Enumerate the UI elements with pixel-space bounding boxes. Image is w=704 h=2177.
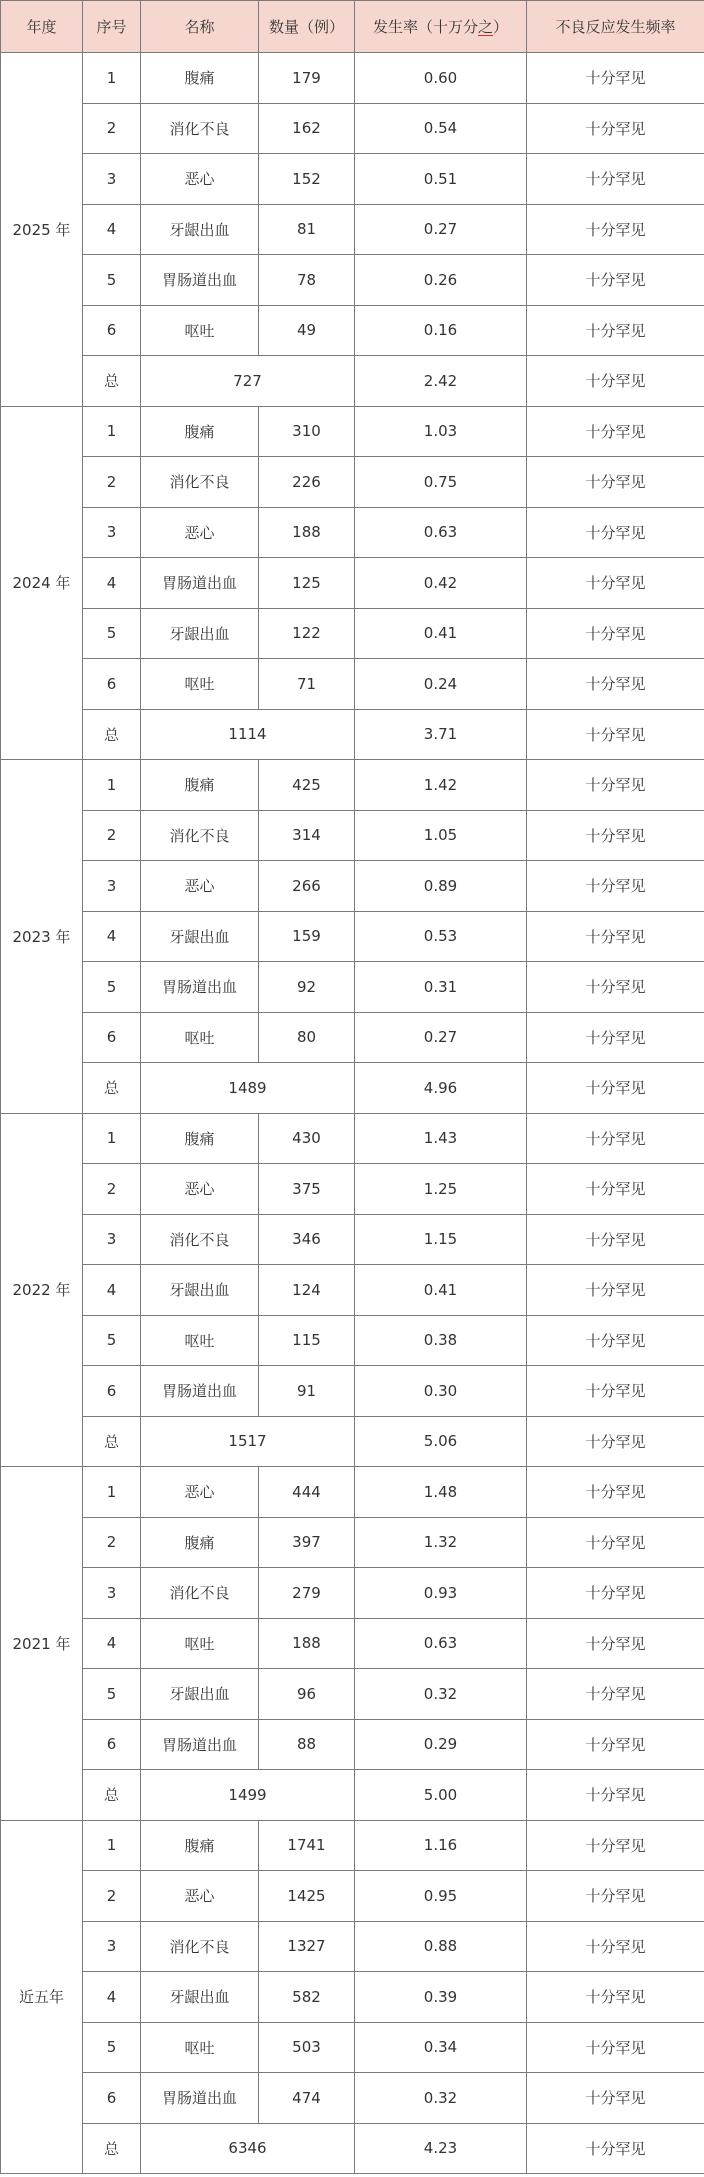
incidence-rate: 0.24 bbox=[355, 659, 527, 710]
table-row bbox=[1, 457, 704, 508]
case-count: 71 bbox=[259, 659, 355, 710]
case-count: 1425 bbox=[259, 1871, 355, 1922]
frequency-label: 十分罕见 bbox=[527, 1265, 704, 1316]
row-index: 1 bbox=[83, 1467, 141, 1518]
frequency-label: 十分罕见 bbox=[527, 1517, 704, 1568]
total-count: 727 bbox=[141, 356, 355, 407]
header-name: 名称 bbox=[141, 1, 259, 53]
incidence-rate: 0.26 bbox=[355, 255, 527, 306]
table-row bbox=[1, 810, 704, 861]
reaction-name: 胃肠道出血 bbox=[141, 2073, 259, 2124]
reaction-name: 牙龈出血 bbox=[141, 1972, 259, 2023]
table-row bbox=[1, 1669, 704, 1720]
header-count: 数量（例） bbox=[259, 1, 355, 53]
frequency-label: 十分罕见 bbox=[527, 1820, 704, 1871]
reaction-name: 恶心 bbox=[141, 1164, 259, 1215]
frequency-label: 十分罕见 bbox=[527, 810, 704, 861]
reaction-name: 呕吐 bbox=[141, 2022, 259, 2073]
incidence-rate: 0.42 bbox=[355, 558, 527, 609]
incidence-rate: 0.51 bbox=[355, 154, 527, 205]
table-row bbox=[1, 1972, 704, 2023]
frequency-label: 十分罕见 bbox=[527, 558, 704, 609]
row-index: 4 bbox=[83, 558, 141, 609]
year-cell: 2023 年 bbox=[1, 760, 83, 1114]
frequency-label: 十分罕见 bbox=[527, 1366, 704, 1417]
header-row bbox=[1, 1, 704, 53]
frequency-label: 十分罕见 bbox=[527, 1467, 704, 1518]
table-body bbox=[1, 53, 704, 2174]
incidence-rate: 0.27 bbox=[355, 204, 527, 255]
incidence-rate: 0.29 bbox=[355, 1719, 527, 1770]
row-index: 4 bbox=[83, 911, 141, 962]
row-index: 5 bbox=[83, 2022, 141, 2073]
frequency-label: 十分罕见 bbox=[527, 659, 704, 710]
total-label: 总 bbox=[83, 1770, 141, 1821]
incidence-rate: 0.41 bbox=[355, 608, 527, 659]
table-row bbox=[1, 2073, 704, 2124]
case-count: 444 bbox=[259, 1467, 355, 1518]
table-row bbox=[1, 1164, 704, 1215]
total-rate: 5.00 bbox=[355, 1770, 527, 1821]
reaction-name: 消化不良 bbox=[141, 1568, 259, 1619]
frequency-label: 十分罕见 bbox=[527, 1618, 704, 1669]
table-row bbox=[1, 1517, 704, 1568]
frequency-label: 十分罕见 bbox=[527, 507, 704, 558]
reaction-name: 消化不良 bbox=[141, 457, 259, 508]
row-index: 4 bbox=[83, 1972, 141, 2023]
incidence-rate: 0.54 bbox=[355, 103, 527, 154]
incidence-rate: 0.30 bbox=[355, 1366, 527, 1417]
table-row bbox=[1, 255, 704, 306]
total-label: 总 bbox=[83, 1416, 141, 1467]
case-count: 279 bbox=[259, 1568, 355, 1619]
row-index: 2 bbox=[83, 103, 141, 154]
frequency-label: 十分罕见 bbox=[527, 154, 704, 205]
incidence-rate: 0.38 bbox=[355, 1315, 527, 1366]
incidence-rate: 0.63 bbox=[355, 507, 527, 558]
table-row bbox=[1, 305, 704, 356]
row-index: 6 bbox=[83, 1366, 141, 1417]
case-count: 503 bbox=[259, 2022, 355, 2073]
row-index: 4 bbox=[83, 204, 141, 255]
table-row bbox=[1, 1366, 704, 1417]
reaction-name: 恶心 bbox=[141, 507, 259, 558]
row-index: 2 bbox=[83, 1164, 141, 1215]
incidence-rate: 0.95 bbox=[355, 1871, 527, 1922]
case-count: 314 bbox=[259, 810, 355, 861]
case-count: 474 bbox=[259, 2073, 355, 2124]
case-count: 122 bbox=[259, 608, 355, 659]
table-row bbox=[1, 154, 704, 205]
year-cell: 2024 年 bbox=[1, 406, 83, 760]
incidence-rate: 0.93 bbox=[355, 1568, 527, 1619]
table-row bbox=[1, 1871, 704, 1922]
incidence-rate: 0.39 bbox=[355, 1972, 527, 2023]
reaction-name: 消化不良 bbox=[141, 1921, 259, 1972]
row-index: 1 bbox=[83, 406, 141, 457]
table-row bbox=[1, 1467, 704, 1518]
reaction-name: 呕吐 bbox=[141, 1315, 259, 1366]
table-row bbox=[1, 204, 704, 255]
row-index: 2 bbox=[83, 1871, 141, 1922]
total-rate: 3.71 bbox=[355, 709, 527, 760]
frequency-label: 十分罕见 bbox=[527, 1568, 704, 1619]
year-cell: 近五年 bbox=[1, 1820, 83, 2174]
row-index: 3 bbox=[83, 1568, 141, 1619]
row-index: 5 bbox=[83, 608, 141, 659]
total-rate: 4.96 bbox=[355, 1063, 527, 1114]
table-row bbox=[1, 1719, 704, 1770]
case-count: 1327 bbox=[259, 1921, 355, 1972]
frequency-label: 十分罕见 bbox=[527, 911, 704, 962]
frequency-label: 十分罕见 bbox=[527, 1921, 704, 1972]
case-count: 124 bbox=[259, 1265, 355, 1316]
total-frequency: 十分罕见 bbox=[527, 1770, 704, 1821]
incidence-rate: 1.16 bbox=[355, 1820, 527, 1871]
reaction-name: 消化不良 bbox=[141, 810, 259, 861]
header-rate-suffix: ） bbox=[493, 18, 509, 36]
case-count: 346 bbox=[259, 1214, 355, 1265]
frequency-label: 十分罕见 bbox=[527, 204, 704, 255]
case-count: 310 bbox=[259, 406, 355, 457]
incidence-rate: 0.53 bbox=[355, 911, 527, 962]
frequency-label: 十分罕见 bbox=[527, 760, 704, 811]
incidence-rate: 0.88 bbox=[355, 1921, 527, 1972]
table-row bbox=[1, 760, 704, 811]
table-row bbox=[1, 1012, 704, 1063]
reaction-name: 腹痛 bbox=[141, 1820, 259, 1871]
total-label: 总 bbox=[83, 709, 141, 760]
header-frequency: 不良反应发生频率 bbox=[527, 1, 704, 53]
frequency-label: 十分罕见 bbox=[527, 1315, 704, 1366]
incidence-rate: 1.48 bbox=[355, 1467, 527, 1518]
table-row bbox=[1, 53, 704, 104]
row-index: 5 bbox=[83, 255, 141, 306]
row-index: 1 bbox=[83, 53, 141, 104]
reaction-name: 腹痛 bbox=[141, 760, 259, 811]
reaction-name: 呕吐 bbox=[141, 1012, 259, 1063]
reaction-name: 牙龈出血 bbox=[141, 1669, 259, 1720]
row-index: 6 bbox=[83, 305, 141, 356]
reaction-name: 腹痛 bbox=[141, 406, 259, 457]
table-row bbox=[1, 861, 704, 912]
incidence-rate: 0.60 bbox=[355, 53, 527, 104]
incidence-rate: 0.32 bbox=[355, 1669, 527, 1720]
case-count: 88 bbox=[259, 1719, 355, 1770]
case-count: 1741 bbox=[259, 1820, 355, 1871]
year-cell: 2025 年 bbox=[1, 53, 83, 407]
total-label: 总 bbox=[83, 1063, 141, 1114]
row-index: 6 bbox=[83, 2073, 141, 2124]
total-row bbox=[1, 1770, 704, 1821]
row-index: 6 bbox=[83, 1719, 141, 1770]
total-frequency: 十分罕见 bbox=[527, 709, 704, 760]
incidence-rate: 0.34 bbox=[355, 2022, 527, 2073]
incidence-rate: 0.89 bbox=[355, 861, 527, 912]
incidence-rate: 1.05 bbox=[355, 810, 527, 861]
row-index: 2 bbox=[83, 810, 141, 861]
case-count: 266 bbox=[259, 861, 355, 912]
total-count: 1489 bbox=[141, 1063, 355, 1114]
row-index: 4 bbox=[83, 1618, 141, 1669]
incidence-rate: 0.32 bbox=[355, 2073, 527, 2124]
frequency-label: 十分罕见 bbox=[527, 2073, 704, 2124]
total-frequency: 十分罕见 bbox=[527, 356, 704, 407]
case-count: 582 bbox=[259, 1972, 355, 2023]
reaction-name: 腹痛 bbox=[141, 1113, 259, 1164]
table-row bbox=[1, 1921, 704, 1972]
row-index: 5 bbox=[83, 1315, 141, 1366]
incidence-rate: 1.15 bbox=[355, 1214, 527, 1265]
total-frequency: 十分罕见 bbox=[527, 1063, 704, 1114]
table-row bbox=[1, 103, 704, 154]
case-count: 179 bbox=[259, 53, 355, 104]
row-index: 1 bbox=[83, 1113, 141, 1164]
frequency-label: 十分罕见 bbox=[527, 1012, 704, 1063]
table-row bbox=[1, 659, 704, 710]
case-count: 96 bbox=[259, 1669, 355, 1720]
row-index: 2 bbox=[83, 457, 141, 508]
row-index: 2 bbox=[83, 1517, 141, 1568]
total-count: 1114 bbox=[141, 709, 355, 760]
total-row bbox=[1, 356, 704, 407]
header-year: 年度 bbox=[1, 1, 83, 53]
case-count: 430 bbox=[259, 1113, 355, 1164]
table-row bbox=[1, 1820, 704, 1871]
reaction-name: 呕吐 bbox=[141, 1618, 259, 1669]
row-index: 5 bbox=[83, 1669, 141, 1720]
frequency-label: 十分罕见 bbox=[527, 962, 704, 1013]
reaction-name: 消化不良 bbox=[141, 1214, 259, 1265]
table-row bbox=[1, 406, 704, 457]
table-row bbox=[1, 962, 704, 1013]
total-count: 1499 bbox=[141, 1770, 355, 1821]
header-rate-underlined: 之 bbox=[477, 18, 493, 36]
reaction-name: 消化不良 bbox=[141, 103, 259, 154]
case-count: 92 bbox=[259, 962, 355, 1013]
incidence-rate: 1.43 bbox=[355, 1113, 527, 1164]
incidence-rate: 0.27 bbox=[355, 1012, 527, 1063]
total-label: 总 bbox=[83, 2123, 141, 2174]
reaction-name: 牙龈出血 bbox=[141, 204, 259, 255]
case-count: 115 bbox=[259, 1315, 355, 1366]
case-count: 125 bbox=[259, 558, 355, 609]
header-rate-prefix: 发生率（十万分 bbox=[372, 18, 478, 36]
table-row bbox=[1, 1265, 704, 1316]
reaction-name: 腹痛 bbox=[141, 1517, 259, 1568]
case-count: 80 bbox=[259, 1012, 355, 1063]
reaction-name: 胃肠道出血 bbox=[141, 1366, 259, 1417]
row-index: 1 bbox=[83, 1820, 141, 1871]
row-index: 4 bbox=[83, 1265, 141, 1316]
row-index: 3 bbox=[83, 1214, 141, 1265]
frequency-label: 十分罕见 bbox=[527, 608, 704, 659]
case-count: 226 bbox=[259, 457, 355, 508]
incidence-rate: 1.42 bbox=[355, 760, 527, 811]
header-rate bbox=[355, 1, 527, 53]
reaction-name: 牙龈出血 bbox=[141, 911, 259, 962]
reaction-name: 胃肠道出血 bbox=[141, 558, 259, 609]
table-row bbox=[1, 2022, 704, 2073]
case-count: 152 bbox=[259, 154, 355, 205]
row-index: 1 bbox=[83, 760, 141, 811]
total-count: 6346 bbox=[141, 2123, 355, 2174]
case-count: 397 bbox=[259, 1517, 355, 1568]
incidence-rate: 0.63 bbox=[355, 1618, 527, 1669]
frequency-label: 十分罕见 bbox=[527, 1214, 704, 1265]
year-cell: 2021 年 bbox=[1, 1467, 83, 1821]
table-row bbox=[1, 1618, 704, 1669]
incidence-rate: 1.03 bbox=[355, 406, 527, 457]
frequency-label: 十分罕见 bbox=[527, 255, 704, 306]
reaction-name: 牙龈出血 bbox=[141, 608, 259, 659]
frequency-label: 十分罕见 bbox=[527, 1113, 704, 1164]
frequency-label: 十分罕见 bbox=[527, 53, 704, 104]
frequency-label: 十分罕见 bbox=[527, 1719, 704, 1770]
table-header bbox=[1, 1, 704, 53]
table-row bbox=[1, 608, 704, 659]
total-row bbox=[1, 1063, 704, 1114]
reaction-name: 恶心 bbox=[141, 861, 259, 912]
table-row bbox=[1, 507, 704, 558]
frequency-label: 十分罕见 bbox=[527, 2022, 704, 2073]
total-label: 总 bbox=[83, 356, 141, 407]
table-row bbox=[1, 1214, 704, 1265]
total-frequency: 十分罕见 bbox=[527, 2123, 704, 2174]
case-count: 375 bbox=[259, 1164, 355, 1215]
reaction-name: 呕吐 bbox=[141, 659, 259, 710]
row-index: 5 bbox=[83, 962, 141, 1013]
row-index: 3 bbox=[83, 154, 141, 205]
reaction-name: 恶心 bbox=[141, 154, 259, 205]
case-count: 162 bbox=[259, 103, 355, 154]
total-row bbox=[1, 1416, 704, 1467]
frequency-label: 十分罕见 bbox=[527, 1871, 704, 1922]
incidence-rate: 0.41 bbox=[355, 1265, 527, 1316]
frequency-label: 十分罕见 bbox=[527, 103, 704, 154]
incidence-rate: 0.31 bbox=[355, 962, 527, 1013]
total-count: 1517 bbox=[141, 1416, 355, 1467]
case-count: 91 bbox=[259, 1366, 355, 1417]
reaction-name: 胃肠道出血 bbox=[141, 1719, 259, 1770]
reaction-name: 恶心 bbox=[141, 1871, 259, 1922]
reaction-name: 胃肠道出血 bbox=[141, 255, 259, 306]
incidence-rate: 1.25 bbox=[355, 1164, 527, 1215]
frequency-label: 十分罕见 bbox=[527, 861, 704, 912]
row-index: 3 bbox=[83, 1921, 141, 1972]
table-row bbox=[1, 1113, 704, 1164]
frequency-label: 十分罕见 bbox=[527, 406, 704, 457]
table-row bbox=[1, 558, 704, 609]
reaction-name: 牙龈出血 bbox=[141, 1265, 259, 1316]
row-index: 3 bbox=[83, 861, 141, 912]
table-row bbox=[1, 911, 704, 962]
total-frequency: 十分罕见 bbox=[527, 1416, 704, 1467]
frequency-label: 十分罕见 bbox=[527, 1669, 704, 1720]
table-row bbox=[1, 1315, 704, 1366]
total-rate: 2.42 bbox=[355, 356, 527, 407]
reaction-name: 呕吐 bbox=[141, 305, 259, 356]
reaction-name: 胃肠道出血 bbox=[141, 962, 259, 1013]
row-index: 6 bbox=[83, 659, 141, 710]
case-count: 49 bbox=[259, 305, 355, 356]
total-row bbox=[1, 2123, 704, 2174]
total-rate: 5.06 bbox=[355, 1416, 527, 1467]
case-count: 188 bbox=[259, 507, 355, 558]
year-cell: 2022 年 bbox=[1, 1113, 83, 1467]
case-count: 425 bbox=[259, 760, 355, 811]
case-count: 159 bbox=[259, 911, 355, 962]
incidence-rate: 1.32 bbox=[355, 1517, 527, 1568]
total-rate: 4.23 bbox=[355, 2123, 527, 2174]
table-row bbox=[1, 1568, 704, 1619]
frequency-label: 十分罕见 bbox=[527, 457, 704, 508]
header-index: 序号 bbox=[83, 1, 141, 53]
reaction-name: 腹痛 bbox=[141, 53, 259, 104]
incidence-rate: 0.16 bbox=[355, 305, 527, 356]
incidence-rate: 0.75 bbox=[355, 457, 527, 508]
frequency-label: 十分罕见 bbox=[527, 305, 704, 356]
reaction-name: 恶心 bbox=[141, 1467, 259, 1518]
frequency-label: 十分罕见 bbox=[527, 1972, 704, 2023]
case-count: 188 bbox=[259, 1618, 355, 1669]
case-count: 78 bbox=[259, 255, 355, 306]
row-index: 3 bbox=[83, 507, 141, 558]
total-row bbox=[1, 709, 704, 760]
frequency-label: 十分罕见 bbox=[527, 1164, 704, 1215]
case-count: 81 bbox=[259, 204, 355, 255]
row-index: 6 bbox=[83, 1012, 141, 1063]
